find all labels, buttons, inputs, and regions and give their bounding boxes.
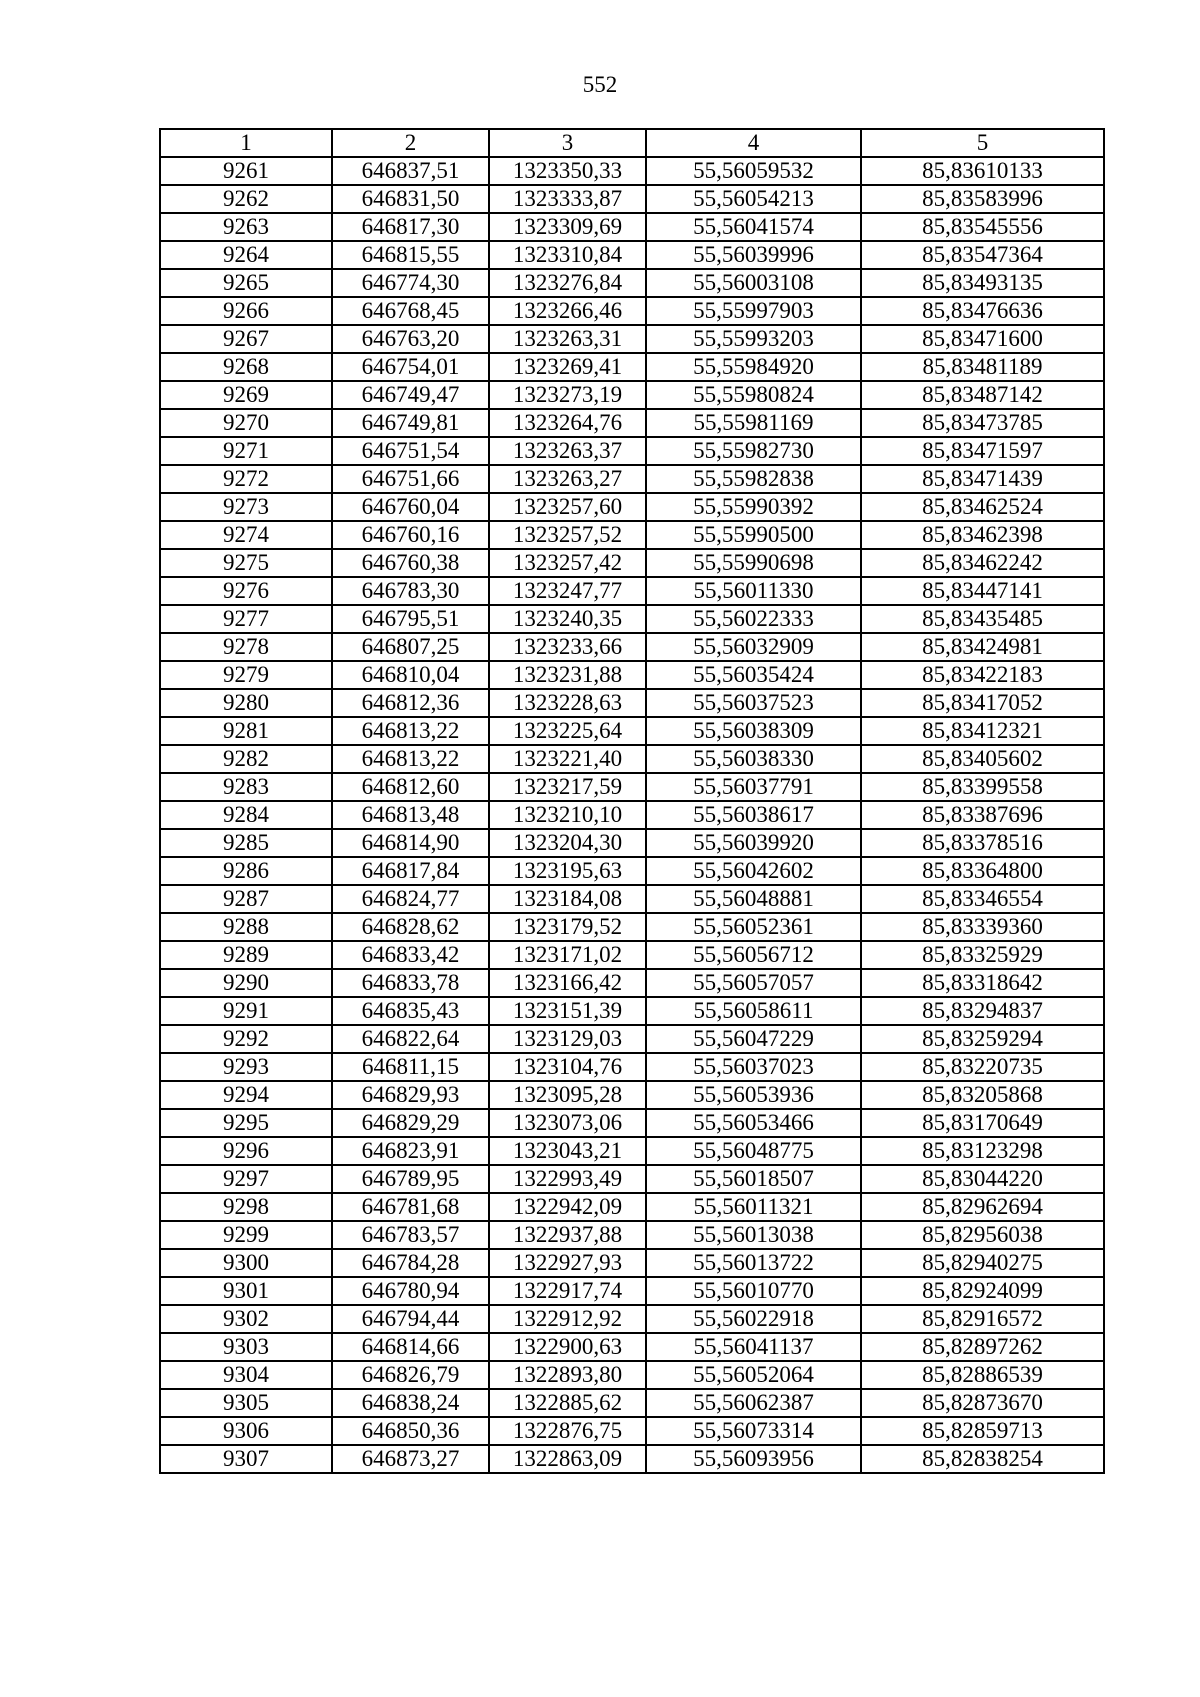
table-cell: 9303 <box>160 1333 332 1361</box>
table-cell: 55,55984920 <box>646 353 861 381</box>
table-cell: 646829,29 <box>332 1109 489 1137</box>
table-cell: 1322912,92 <box>489 1305 646 1333</box>
table-row <box>160 633 1104 661</box>
table-cell: 9294 <box>160 1081 332 1109</box>
table-cell: 646807,25 <box>332 633 489 661</box>
table-cell: 55,55990392 <box>646 493 861 521</box>
table-cell: 85,83481189 <box>861 353 1104 381</box>
table-cell: 646850,36 <box>332 1417 489 1445</box>
table-cell: 9266 <box>160 297 332 325</box>
table-cell: 9288 <box>160 913 332 941</box>
table-cell: 9299 <box>160 1221 332 1249</box>
table-cell: 85,83346554 <box>861 885 1104 913</box>
table-row <box>160 1081 1104 1109</box>
table-row <box>160 969 1104 997</box>
table-cell: 85,83378516 <box>861 829 1104 857</box>
table-cell: 55,55980824 <box>646 381 861 409</box>
table-cell: 9273 <box>160 493 332 521</box>
table-cell: 9261 <box>160 157 332 185</box>
table-cell: 85,83435485 <box>861 605 1104 633</box>
table-cell: 55,56038617 <box>646 801 861 829</box>
column-header: 2 <box>332 129 489 157</box>
table-cell: 646814,90 <box>332 829 489 857</box>
table-cell: 9263 <box>160 213 332 241</box>
table-cell: 9267 <box>160 325 332 353</box>
table-cell: 55,56057057 <box>646 969 861 997</box>
table-cell: 9307 <box>160 1445 332 1473</box>
table-cell: 1323333,87 <box>489 185 646 213</box>
table-cell: 1323210,10 <box>489 801 646 829</box>
table-cell: 1323233,66 <box>489 633 646 661</box>
table-cell: 55,56053466 <box>646 1109 861 1137</box>
table-cell: 9296 <box>160 1137 332 1165</box>
table-row <box>160 521 1104 549</box>
table-cell: 55,56022333 <box>646 605 861 633</box>
table-cell: 55,56048881 <box>646 885 861 913</box>
table-cell: 646783,57 <box>332 1221 489 1249</box>
table-cell: 1322893,80 <box>489 1361 646 1389</box>
table-cell: 646837,51 <box>332 157 489 185</box>
table-cell: 55,56038309 <box>646 717 861 745</box>
table-cell: 1323104,76 <box>489 1053 646 1081</box>
table-cell: 85,83476636 <box>861 297 1104 325</box>
table-cell: 55,55981169 <box>646 409 861 437</box>
coordinates-table <box>159 128 1105 1474</box>
table-cell: 1323309,69 <box>489 213 646 241</box>
table-cell: 85,82838254 <box>861 1445 1104 1473</box>
table-cell: 9291 <box>160 997 332 1025</box>
table-cell: 9278 <box>160 633 332 661</box>
table-cell: 85,83462242 <box>861 549 1104 577</box>
table-cell: 85,83259294 <box>861 1025 1104 1053</box>
table-cell: 646824,77 <box>332 885 489 913</box>
table-cell: 85,83412321 <box>861 717 1104 745</box>
table-cell: 1323184,08 <box>489 885 646 913</box>
table-cell: 55,56052064 <box>646 1361 861 1389</box>
table-cell: 1323179,52 <box>489 913 646 941</box>
table-row <box>160 1389 1104 1417</box>
table-row <box>160 493 1104 521</box>
table-cell: 85,83610133 <box>861 157 1104 185</box>
table-cell: 85,83339360 <box>861 913 1104 941</box>
table-cell: 85,83462398 <box>861 521 1104 549</box>
table-cell: 55,56052361 <box>646 913 861 941</box>
table-row <box>160 1193 1104 1221</box>
table-cell: 85,83399558 <box>861 773 1104 801</box>
table-row <box>160 157 1104 185</box>
table-row <box>160 829 1104 857</box>
table-cell: 85,83547364 <box>861 241 1104 269</box>
table-cell: 85,82962694 <box>861 1193 1104 1221</box>
table-cell: 646813,48 <box>332 801 489 829</box>
table-cell: 85,82859713 <box>861 1417 1104 1445</box>
table-row <box>160 1249 1104 1277</box>
table-cell: 55,56037523 <box>646 689 861 717</box>
table-row <box>160 913 1104 941</box>
table-cell: 85,82924099 <box>861 1277 1104 1305</box>
table-cell: 55,56093956 <box>646 1445 861 1473</box>
table-cell: 55,56073314 <box>646 1417 861 1445</box>
table-cell: 9274 <box>160 521 332 549</box>
table-cell: 9292 <box>160 1025 332 1053</box>
table-cell: 646784,28 <box>332 1249 489 1277</box>
table-cell: 1322863,09 <box>489 1445 646 1473</box>
table-cell: 1322942,09 <box>489 1193 646 1221</box>
table-cell: 55,55990698 <box>646 549 861 577</box>
table-row <box>160 381 1104 409</box>
table-cell: 646814,66 <box>332 1333 489 1361</box>
table-row <box>160 1417 1104 1445</box>
column-header: 1 <box>160 129 332 157</box>
table-cell: 646780,94 <box>332 1277 489 1305</box>
table-cell: 55,56041574 <box>646 213 861 241</box>
table-cell: 646812,60 <box>332 773 489 801</box>
table-cell: 9306 <box>160 1417 332 1445</box>
table-cell: 9300 <box>160 1249 332 1277</box>
table-row <box>160 1305 1104 1333</box>
table-cell: 646754,01 <box>332 353 489 381</box>
table-cell: 85,83422183 <box>861 661 1104 689</box>
table-cell: 85,83447141 <box>861 577 1104 605</box>
table-row <box>160 1361 1104 1389</box>
table-cell: 85,83294837 <box>861 997 1104 1025</box>
table-row <box>160 773 1104 801</box>
table-cell: 55,56054213 <box>646 185 861 213</box>
table-cell: 646815,55 <box>332 241 489 269</box>
table-cell: 1322937,88 <box>489 1221 646 1249</box>
table-cell: 646817,84 <box>332 857 489 885</box>
table-cell: 85,83170649 <box>861 1109 1104 1137</box>
table-cell: 55,55993203 <box>646 325 861 353</box>
table-cell: 646749,81 <box>332 409 489 437</box>
table-cell: 646789,95 <box>332 1165 489 1193</box>
table-body <box>160 157 1104 1473</box>
table-cell: 55,56039920 <box>646 829 861 857</box>
table-row <box>160 1333 1104 1361</box>
table-cell: 9265 <box>160 269 332 297</box>
table-row <box>160 213 1104 241</box>
table-row <box>160 1277 1104 1305</box>
table-cell: 9301 <box>160 1277 332 1305</box>
column-header: 4 <box>646 129 861 157</box>
table-cell: 85,83471439 <box>861 465 1104 493</box>
table-header-row <box>160 129 1104 157</box>
table-cell: 85,83487142 <box>861 381 1104 409</box>
table-cell: 1323263,31 <box>489 325 646 353</box>
table-cell: 646813,22 <box>332 745 489 773</box>
table-cell: 55,56042602 <box>646 857 861 885</box>
table-cell: 646835,43 <box>332 997 489 1025</box>
table-row <box>160 185 1104 213</box>
table-cell: 1323350,33 <box>489 157 646 185</box>
table-cell: 646813,22 <box>332 717 489 745</box>
table-cell: 1323269,41 <box>489 353 646 381</box>
table-row <box>160 661 1104 689</box>
table-cell: 85,83205868 <box>861 1081 1104 1109</box>
table-cell: 646751,66 <box>332 465 489 493</box>
table-cell: 9284 <box>160 801 332 829</box>
table-cell: 85,83364800 <box>861 857 1104 885</box>
table-cell: 9272 <box>160 465 332 493</box>
table-cell: 9283 <box>160 773 332 801</box>
table-cell: 1323257,52 <box>489 521 646 549</box>
table-cell: 55,56018507 <box>646 1165 861 1193</box>
table-cell: 646823,91 <box>332 1137 489 1165</box>
table-cell: 55,56041137 <box>646 1333 861 1361</box>
table-cell: 9287 <box>160 885 332 913</box>
table-row <box>160 465 1104 493</box>
table-cell: 85,82940275 <box>861 1249 1104 1277</box>
table-cell: 646763,20 <box>332 325 489 353</box>
table-cell: 646749,47 <box>332 381 489 409</box>
table-row <box>160 241 1104 269</box>
table-cell: 55,56059532 <box>646 157 861 185</box>
table-cell: 1323195,63 <box>489 857 646 885</box>
table-cell: 9286 <box>160 857 332 885</box>
table-cell: 55,56022918 <box>646 1305 861 1333</box>
table-cell: 646833,42 <box>332 941 489 969</box>
table-cell: 55,55982730 <box>646 437 861 465</box>
table-cell: 1323257,60 <box>489 493 646 521</box>
page-number: 552 <box>582 72 618 97</box>
table-cell: 55,55990500 <box>646 521 861 549</box>
table-cell: 1323166,42 <box>489 969 646 997</box>
table-cell: 85,83493135 <box>861 269 1104 297</box>
table-cell: 1323263,37 <box>489 437 646 465</box>
table-cell: 9276 <box>160 577 332 605</box>
table-row <box>160 605 1104 633</box>
table-cell: 9275 <box>160 549 332 577</box>
table-cell: 85,83325929 <box>861 941 1104 969</box>
table-cell: 9290 <box>160 969 332 997</box>
table-cell: 1323129,03 <box>489 1025 646 1053</box>
table-cell: 55,56037791 <box>646 773 861 801</box>
table-row <box>160 577 1104 605</box>
table-cell: 9277 <box>160 605 332 633</box>
table-cell: 9281 <box>160 717 332 745</box>
table-cell: 85,83471600 <box>861 325 1104 353</box>
table-row <box>160 325 1104 353</box>
table-cell: 1323073,06 <box>489 1109 646 1137</box>
table-cell: 9264 <box>160 241 332 269</box>
table-cell: 85,83044220 <box>861 1165 1104 1193</box>
table-cell: 646781,68 <box>332 1193 489 1221</box>
table-row <box>160 885 1104 913</box>
table-cell: 646817,30 <box>332 213 489 241</box>
table-cell: 646810,04 <box>332 661 489 689</box>
table-cell: 646822,64 <box>332 1025 489 1053</box>
table-cell: 55,56011321 <box>646 1193 861 1221</box>
table-cell: 1322885,62 <box>489 1389 646 1417</box>
table-cell: 55,56062387 <box>646 1389 861 1417</box>
table-cell: 1323231,88 <box>489 661 646 689</box>
table-cell: 1323151,39 <box>489 997 646 1025</box>
table-cell: 85,82886539 <box>861 1361 1104 1389</box>
table-cell: 646829,93 <box>332 1081 489 1109</box>
table-row <box>160 409 1104 437</box>
table-cell: 9298 <box>160 1193 332 1221</box>
table-cell: 646751,54 <box>332 437 489 465</box>
table-cell: 55,56056712 <box>646 941 861 969</box>
table-row <box>160 1025 1104 1053</box>
table-row <box>160 717 1104 745</box>
table-row <box>160 689 1104 717</box>
table-cell: 646768,45 <box>332 297 489 325</box>
table-cell: 1323217,59 <box>489 773 646 801</box>
column-header: 3 <box>489 129 646 157</box>
table-cell: 9271 <box>160 437 332 465</box>
table-row <box>160 353 1104 381</box>
table-row <box>160 1165 1104 1193</box>
table-cell: 85,83405602 <box>861 745 1104 773</box>
table-row <box>160 857 1104 885</box>
table-cell: 1322993,49 <box>489 1165 646 1193</box>
table-cell: 55,56032909 <box>646 633 861 661</box>
table-cell: 85,82873670 <box>861 1389 1104 1417</box>
table-cell: 1323225,64 <box>489 717 646 745</box>
table-cell: 9304 <box>160 1361 332 1389</box>
table-cell: 9269 <box>160 381 332 409</box>
table-cell: 1322927,93 <box>489 1249 646 1277</box>
table-cell: 9305 <box>160 1389 332 1417</box>
table-cell: 85,83123298 <box>861 1137 1104 1165</box>
table-cell: 55,56013722 <box>646 1249 861 1277</box>
table-cell: 55,56035424 <box>646 661 861 689</box>
table-row <box>160 801 1104 829</box>
table-cell: 85,83545556 <box>861 213 1104 241</box>
table-cell: 1322900,63 <box>489 1333 646 1361</box>
table-cell: 85,82956038 <box>861 1221 1104 1249</box>
table-row <box>160 437 1104 465</box>
table-row <box>160 1109 1104 1137</box>
table-row <box>160 1137 1104 1165</box>
table-cell: 646812,36 <box>332 689 489 717</box>
table-cell: 1323257,42 <box>489 549 646 577</box>
table-cell: 9297 <box>160 1165 332 1193</box>
table-cell: 646873,27 <box>332 1445 489 1473</box>
table-cell: 1323095,28 <box>489 1081 646 1109</box>
table-cell: 85,83387696 <box>861 801 1104 829</box>
table-cell: 85,82916572 <box>861 1305 1104 1333</box>
table-cell: 9293 <box>160 1053 332 1081</box>
table-cell: 85,83318642 <box>861 969 1104 997</box>
table-cell: 646838,24 <box>332 1389 489 1417</box>
table-cell: 9282 <box>160 745 332 773</box>
table-cell: 9268 <box>160 353 332 381</box>
table-cell: 1322876,75 <box>489 1417 646 1445</box>
table-cell: 646783,30 <box>332 577 489 605</box>
table-cell: 9280 <box>160 689 332 717</box>
table-cell: 55,56038330 <box>646 745 861 773</box>
table-cell: 55,56039996 <box>646 241 861 269</box>
table-cell: 1323043,21 <box>489 1137 646 1165</box>
table-row <box>160 269 1104 297</box>
table-cell: 85,83583996 <box>861 185 1104 213</box>
column-header: 5 <box>861 129 1104 157</box>
table-cell: 85,83424981 <box>861 633 1104 661</box>
table-cell: 55,56010770 <box>646 1277 861 1305</box>
table-cell: 9262 <box>160 185 332 213</box>
table-row <box>160 297 1104 325</box>
table-cell: 646826,79 <box>332 1361 489 1389</box>
table-cell: 1323263,27 <box>489 465 646 493</box>
table-cell: 55,56058611 <box>646 997 861 1025</box>
table-cell: 1323276,84 <box>489 269 646 297</box>
table-cell: 1323204,30 <box>489 829 646 857</box>
table-row <box>160 997 1104 1025</box>
table-cell: 1323228,63 <box>489 689 646 717</box>
table-cell: 1323171,02 <box>489 941 646 969</box>
table-cell: 1323247,77 <box>489 577 646 605</box>
table-cell: 55,55997903 <box>646 297 861 325</box>
table-cell: 1323310,84 <box>489 241 646 269</box>
table-cell: 9279 <box>160 661 332 689</box>
table-cell: 646831,50 <box>332 185 489 213</box>
table-cell: 646794,44 <box>332 1305 489 1333</box>
table-cell: 85,82897262 <box>861 1333 1104 1361</box>
table-cell: 9289 <box>160 941 332 969</box>
table-cell: 55,56047229 <box>646 1025 861 1053</box>
table-cell: 85,83473785 <box>861 409 1104 437</box>
table-cell: 85,83462524 <box>861 493 1104 521</box>
table-cell: 646795,51 <box>332 605 489 633</box>
table-cell: 55,56048775 <box>646 1137 861 1165</box>
table-row <box>160 1221 1104 1249</box>
table-cell: 646833,78 <box>332 969 489 997</box>
table-cell: 85,83471597 <box>861 437 1104 465</box>
table-cell: 1323273,19 <box>489 381 646 409</box>
table-cell: 55,56013038 <box>646 1221 861 1249</box>
table-row <box>160 941 1104 969</box>
table-cell: 55,55982838 <box>646 465 861 493</box>
table-cell: 85,83220735 <box>861 1053 1104 1081</box>
table-cell: 646774,30 <box>332 269 489 297</box>
table-cell: 1323266,46 <box>489 297 646 325</box>
table-cell: 85,83417052 <box>861 689 1104 717</box>
table-cell: 9270 <box>160 409 332 437</box>
table-cell: 9302 <box>160 1305 332 1333</box>
table-cell: 55,56003108 <box>646 269 861 297</box>
table-cell: 646811,15 <box>332 1053 489 1081</box>
table-row <box>160 745 1104 773</box>
table-cell: 9285 <box>160 829 332 857</box>
table-cell: 1323221,40 <box>489 745 646 773</box>
table-cell: 55,56053936 <box>646 1081 861 1109</box>
table-cell: 646760,38 <box>332 549 489 577</box>
table-row <box>160 1445 1104 1473</box>
table-cell: 646760,16 <box>332 521 489 549</box>
table-row <box>160 1053 1104 1081</box>
table-cell: 1322917,74 <box>489 1277 646 1305</box>
table-cell: 55,56037023 <box>646 1053 861 1081</box>
table-cell: 1323264,76 <box>489 409 646 437</box>
table-cell: 55,56011330 <box>646 577 861 605</box>
table-row <box>160 549 1104 577</box>
table-cell: 646828,62 <box>332 913 489 941</box>
table-cell: 9295 <box>160 1109 332 1137</box>
table-cell: 646760,04 <box>332 493 489 521</box>
table-cell: 1323240,35 <box>489 605 646 633</box>
